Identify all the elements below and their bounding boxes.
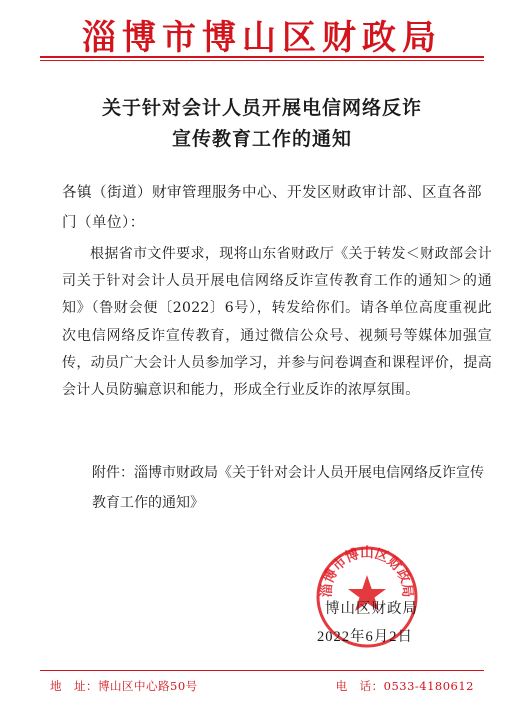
- attachment-note: [92, 458, 492, 518]
- attachment-label: 附件：: [92, 465, 134, 481]
- body-paragraph: 根据省市文件要求，现将山东省财政厅《关于转发＜财政部会计司关于针对会计人员开展电信网络反诈宣传教育工作的通知＞的通知》（鲁财会便〔2022〕6号），转发给你们。请各单位高度重视此次电信网络反诈宣传教育，通过微信公众号、视频号等媒体加强宣传，动员广大会计人员参加学习，并参与问卷调查和课程评价，提高会计人员防骗意识和能力，形成全行业反诈的浓厚氛围。: [62, 246, 492, 399]
- masthead-rule-thin: [40, 60, 484, 61]
- footer-address: 地 址：博山区中心路50号: [50, 679, 198, 693]
- masthead-org-name: 淄博市博山区财政局: [82, 18, 442, 58]
- attachment-text: 淄博市财政局《关于针对会计人员开展电信网络反诈宣传教育工作的通知》: [92, 465, 484, 511]
- title-line-2: 宣传教育工作的通知: [171, 128, 352, 150]
- footer-phone: 电 话：0533-4180612: [335, 679, 474, 693]
- document-title: [40, 93, 484, 155]
- title-line-1: 关于针对会计人员开展电信网络反诈: [101, 97, 422, 119]
- footer-rule: [40, 670, 484, 671]
- masthead-rule: [40, 56, 484, 58]
- signature-org: 博山区财政局: [325, 601, 418, 617]
- salutation: 各镇（街道）财审管理服务中心、开发区财政审计部、区直各部门（单位）：: [62, 185, 482, 231]
- seal-text: 淄博市博山区财政局: [318, 545, 416, 598]
- signature-date: 2022年6月2日: [317, 629, 413, 645]
